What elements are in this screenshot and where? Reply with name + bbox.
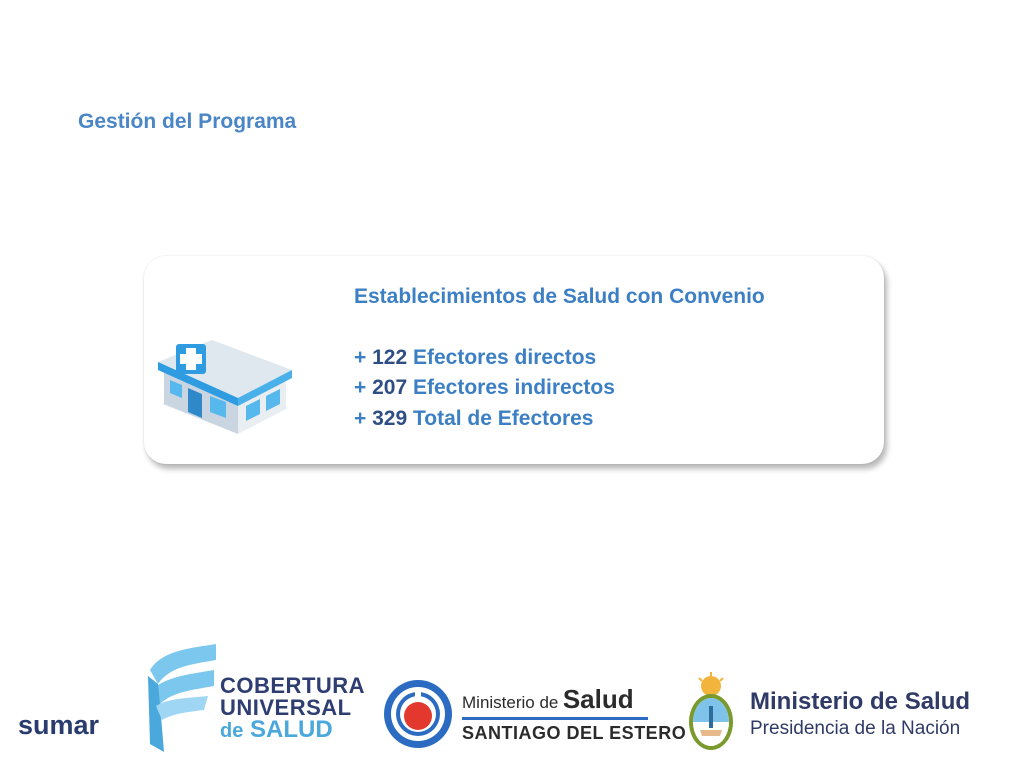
ministerio-santiago-logo bbox=[462, 684, 686, 744]
stat-label: Efectores indirectos bbox=[407, 376, 615, 399]
stat-prefix: + bbox=[354, 345, 373, 369]
nacion-line1: Ministerio de Salud bbox=[750, 688, 971, 715]
stat-prefix: + bbox=[354, 376, 373, 399]
stat-row-total bbox=[354, 404, 765, 435]
sumar-logo: sumar bbox=[18, 710, 100, 740]
card-heading: Establecimientos de Salud con Convenio bbox=[354, 285, 765, 308]
sde-salud: Salud bbox=[562, 684, 634, 714]
stat-label: Efectores directos bbox=[407, 345, 597, 369]
sde-province: SANTIAGO DEL ESTERO bbox=[462, 723, 687, 743]
nacion-line2: Presidencia de la Nación bbox=[750, 718, 961, 739]
card-content bbox=[354, 282, 765, 434]
santiago-emblem-icon bbox=[382, 678, 454, 750]
sde-divider bbox=[462, 717, 648, 720]
cobertura-de: de bbox=[220, 720, 244, 742]
stat-label: Total de Efectores bbox=[407, 406, 594, 430]
national-shield-icon bbox=[680, 672, 742, 758]
stat-number: 207 bbox=[372, 376, 408, 399]
sde-ministerio: Ministerio de bbox=[462, 693, 559, 712]
cobertura-line1: COBERTURA bbox=[220, 673, 366, 698]
hospital-building-icon bbox=[150, 322, 295, 447]
stat-row-indirectos bbox=[354, 373, 765, 404]
flag-ribbon-icon bbox=[142, 640, 220, 756]
cobertura-salud: SALUD bbox=[250, 716, 333, 743]
cobertura-universal-logo bbox=[220, 675, 365, 742]
stat-number: 329 bbox=[372, 406, 408, 430]
cobertura-line2: UNIVERSAL bbox=[220, 695, 352, 720]
ministerio-nacion-logo bbox=[750, 688, 970, 740]
stat-number: 122 bbox=[372, 345, 408, 369]
slide-title: Gestión del Programa bbox=[78, 110, 297, 133]
stat-row-directos bbox=[354, 343, 765, 374]
stat-prefix: + bbox=[354, 406, 373, 430]
